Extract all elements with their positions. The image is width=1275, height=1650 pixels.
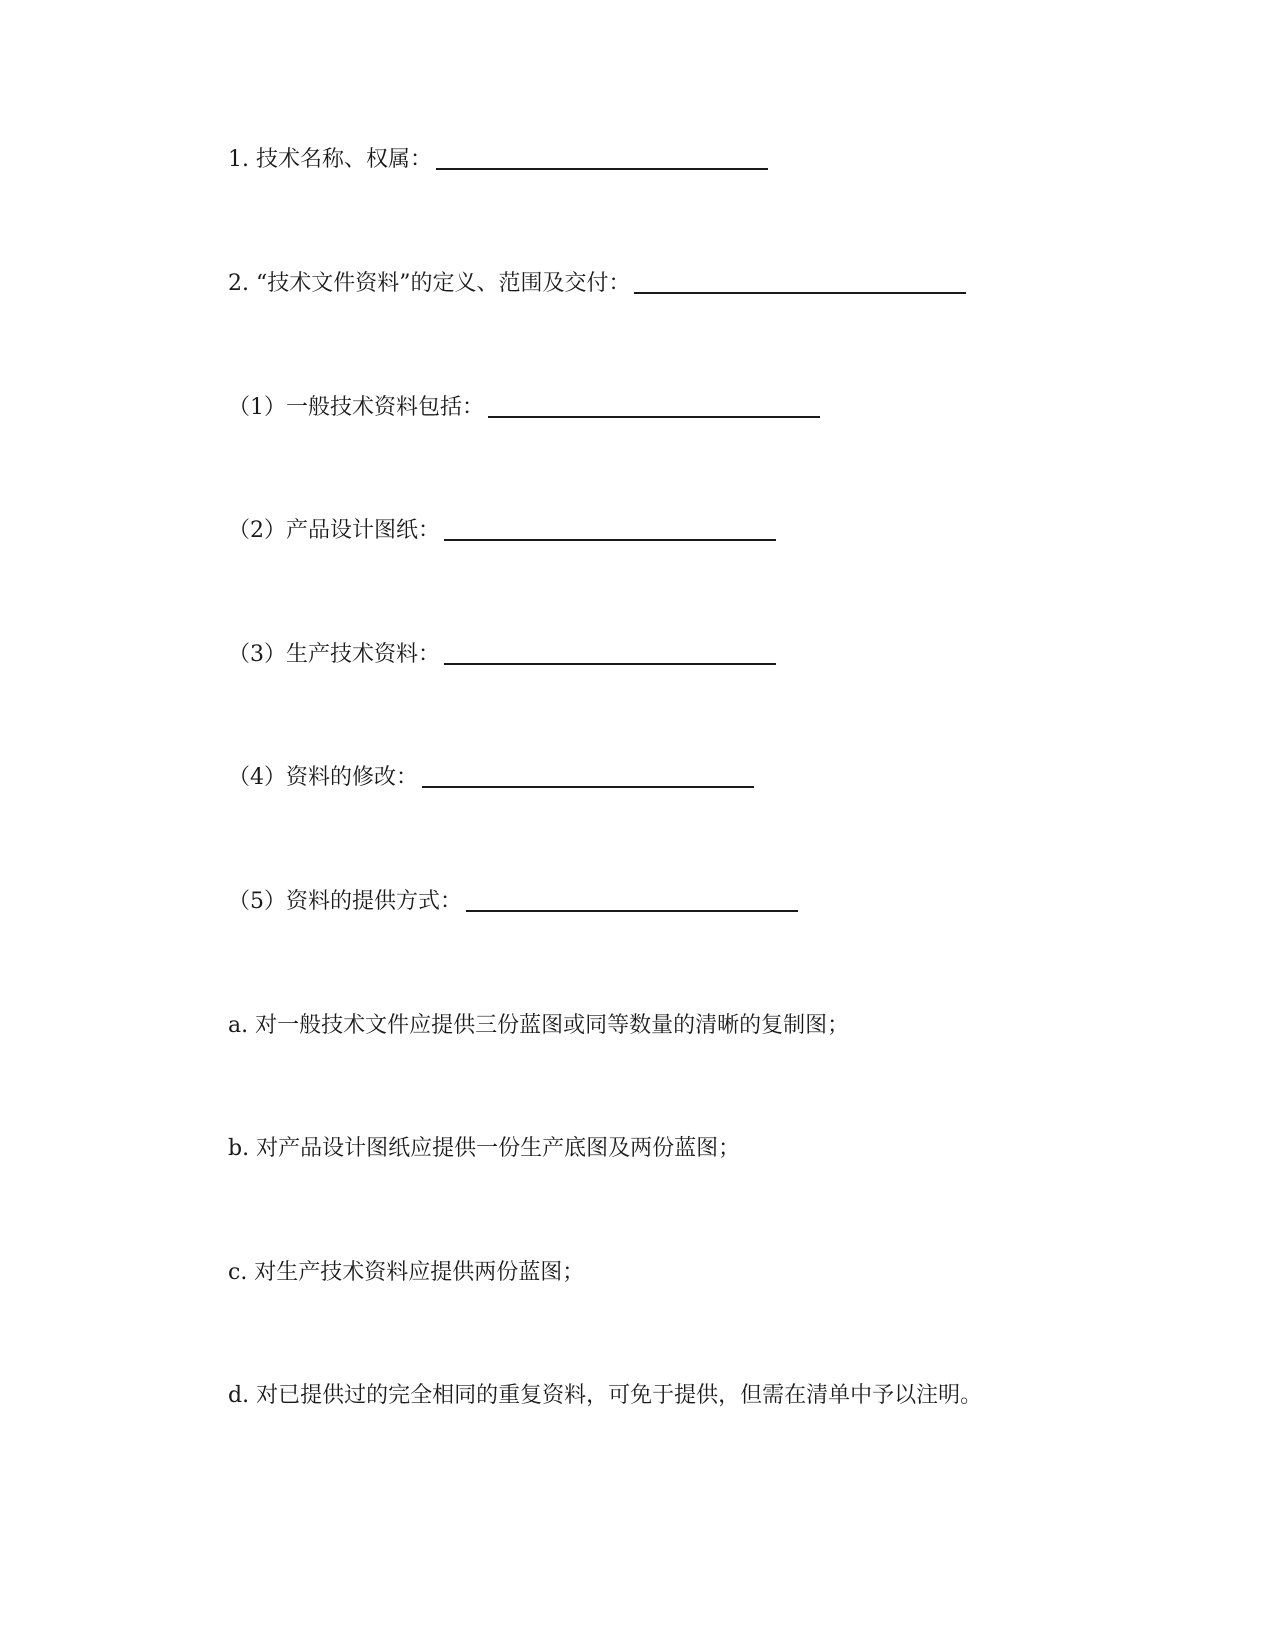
item-text: a. 对一般技术文件应提供三份蓝图或同等数量的清晰的复制图； <box>228 1013 850 1038</box>
fill-in-blank[interactable] <box>444 663 776 665</box>
item-text: （1）一般技术资料包括： <box>228 395 484 420</box>
item-delivery-method <box>228 884 798 916</box>
item-text: （3）生产技术资料： <box>228 642 440 667</box>
item-text: （5）资料的提供方式： <box>228 889 462 914</box>
fill-in-blank[interactable] <box>444 539 776 541</box>
item-text: 2. “技术文件资料”的定义、范围及交付： <box>228 271 631 296</box>
item-a <box>228 1008 849 1040</box>
item-text: d. 对已提供过的完全相同的重复资料，可免于提供，但需在清单中予以注明。 <box>228 1383 983 1408</box>
item-tech-name <box>228 142 768 174</box>
item-b <box>228 1131 740 1163</box>
item-general-tech-docs <box>228 390 820 422</box>
fill-in-blank[interactable] <box>436 168 768 170</box>
fill-in-blank[interactable] <box>422 786 754 788</box>
item-text: 1. 技术名称、权属： <box>228 147 432 172</box>
item-text: b. 对产品设计图纸应提供一份生产底图及两份蓝图； <box>228 1136 741 1161</box>
item-text: （4）资料的修改： <box>228 765 418 790</box>
item-d <box>228 1378 982 1410</box>
item-text: c. 对生产技术资料应提供两份蓝图； <box>228 1260 585 1285</box>
fill-in-blank[interactable] <box>466 910 798 912</box>
item-doc-modification <box>228 760 754 792</box>
fill-in-blank[interactable] <box>634 292 966 294</box>
item-c <box>228 1255 584 1287</box>
item-product-drawings <box>228 513 776 545</box>
item-tech-docs-definition <box>228 266 966 298</box>
item-production-tech-docs <box>228 637 776 669</box>
fill-in-blank[interactable] <box>488 416 820 418</box>
item-text: （2）产品设计图纸： <box>228 518 440 543</box>
